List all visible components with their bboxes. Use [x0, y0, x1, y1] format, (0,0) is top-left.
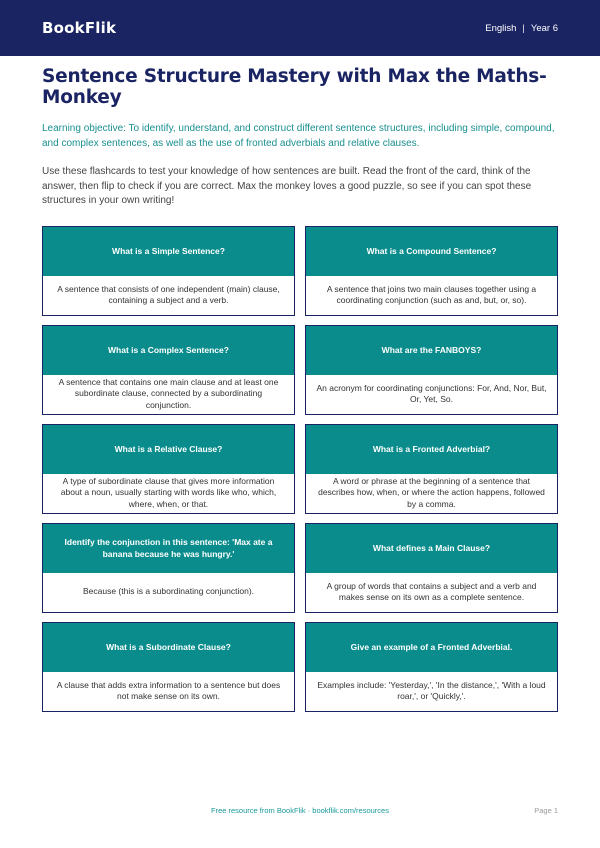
flashcard-front: Give an example of a Fronted Adverbial. [306, 623, 557, 672]
flashcard-front: What is a Compound Sentence? [306, 227, 557, 276]
flashcard-back: A group of words that contains a subject and a verb and makes sense on its own as a complete sentence. [306, 573, 557, 612]
flashcard-back: Because (this is a subordinating conjunction). [43, 573, 294, 612]
flashcard-back: A clause that adds extra information to a sentence but does not make sense on its own. [43, 672, 294, 711]
flashcard-front: What is a Simple Sentence? [43, 227, 294, 276]
learning-objective: Learning objective: To identify, understand, and construct different sentence structures, including simple, compound, and complex sentences, as well as the use of fronted adverbials and relative clauses. [42, 123, 555, 149]
subject-label: English [485, 22, 517, 34]
flashcard[interactable] [42, 622, 295, 712]
flashcard[interactable] [305, 622, 558, 712]
page-content [0, 66, 600, 712]
subject-meta [485, 23, 558, 34]
flashcard[interactable] [305, 424, 558, 514]
flashcard-front: What are the FANBOYS? [306, 326, 557, 375]
flashcard-back: A type of subordinate clause that gives more information about a noun, usually starting with words like who, which, where, when, or that. [43, 474, 294, 513]
flashcard[interactable] [305, 523, 558, 613]
flashcard-back: A word or phrase at the beginning of a sentence that describes how, when, or where the action happens, followed by a comma. [306, 474, 557, 513]
flashcard-back: A sentence that joins two main clauses together using a coordinating conjunction (such as and, but, or, so). [306, 276, 557, 315]
flashcard[interactable] [305, 325, 558, 415]
flashcard[interactable] [42, 325, 295, 415]
brand-logo[interactable]: BookFlik [42, 19, 117, 37]
flashcard-back: An acronym for coordinating conjunctions: For, And, Nor, But, Or, Yet, So. [306, 375, 557, 414]
top-bar [0, 0, 600, 56]
page-footer [0, 806, 600, 820]
flashcard-grid [42, 226, 558, 712]
flashcard[interactable] [42, 424, 295, 514]
flashcard-back: Examples include: 'Yesterday,', 'In the distance,', 'With a loud roar,', or 'Quickly,'. [306, 672, 557, 711]
flashcard[interactable] [42, 523, 295, 613]
page-number: Page 1 [534, 806, 558, 815]
flashcard-front: Identify the conjunction in this sentence: 'Max ate a banana because he was hungry.' [43, 524, 294, 573]
meta-separator: | [522, 22, 525, 34]
footer-link[interactable]: Free resource from BookFlik · bookflik.com/resources [211, 806, 389, 815]
flashcard[interactable] [42, 226, 295, 316]
flashcard-back: A sentence that consists of one independent (main) clause, containing a subject and a verb. [43, 276, 294, 315]
intro-paragraph: Use these flashcards to test your knowledge of how sentences are built. Read the front of the card, think of the answer, then flip to check if you are correct. Max the monkey loves a good puzzle, so see if you can spot these structures in your own writing! [42, 166, 532, 206]
flashcard[interactable] [305, 226, 558, 316]
flashcard-front: What defines a Main Clause? [306, 524, 557, 573]
flashcard-front: What is a Fronted Adverbial? [306, 425, 557, 474]
flashcard-front: What is a Complex Sentence? [43, 326, 294, 375]
page-title: Sentence Structure Mastery with Max the Maths-Monkey [42, 66, 547, 108]
flashcard-back: A sentence that contains one main clause and at least one subordinate clause, connected by a subordinating conjunction. [43, 375, 294, 414]
flashcard-front: What is a Subordinate Clause? [43, 623, 294, 672]
year-label: Year 6 [530, 22, 558, 34]
flashcard-front: What is a Relative Clause? [43, 425, 294, 474]
